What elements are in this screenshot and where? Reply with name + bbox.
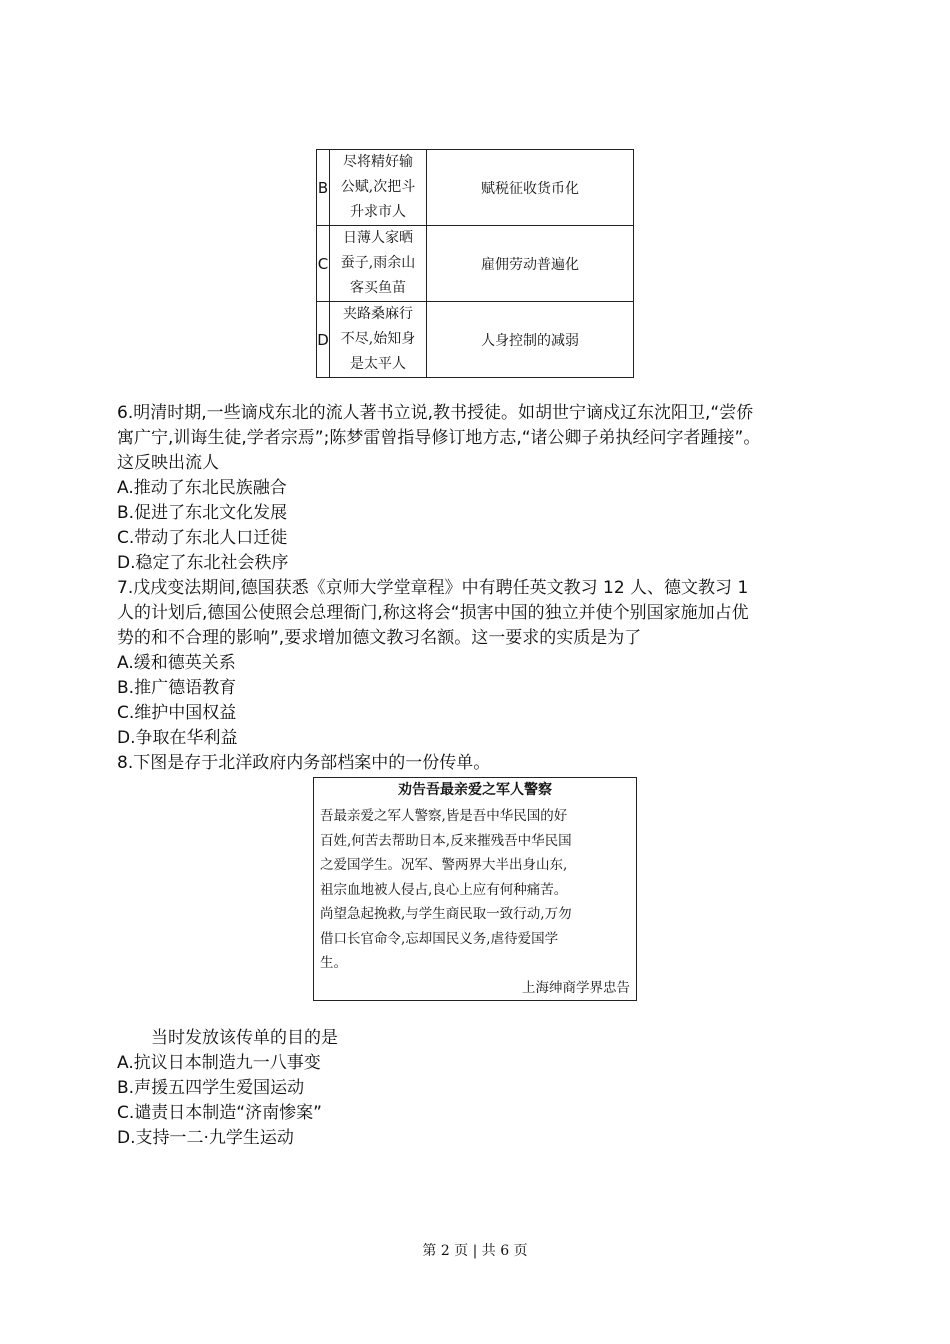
poem-line: 蚕子,雨余山 (340, 255, 416, 271)
poem-cell (330, 150, 427, 226)
poem-cell (330, 226, 427, 302)
question-stem-line: 8.下图是存于北洋政府内务部档案中的一份传单。 (117, 753, 491, 773)
poem-line: 客买鱼苗 (350, 280, 406, 296)
option-b[interactable]: B.促进了东北文化发展 (117, 503, 288, 523)
leaflet-line: 祖宗血地被人侵占,良心上应有何种痛苦。 (320, 881, 568, 898)
option-b[interactable]: B.声援五四学生爱国运动 (117, 1078, 305, 1098)
leaflet-figure (313, 777, 637, 1001)
leaflet-line: 尚望急起挽救,与学生商民取一致行动,万勿 (320, 906, 572, 922)
table-row (317, 226, 634, 302)
option-d[interactable]: D.稳定了东北社会秩序 (117, 553, 289, 573)
option-d[interactable]: D.争取在华利益 (117, 728, 238, 748)
question-8 (117, 1026, 847, 1151)
question-stem-line: 7.戊戌变法期间,德国获悉《京师大学堂章程》中有聘任英文教习 12 人、德文教习 1 (117, 578, 749, 598)
question-stem-line: 当时发放该传单的目的是 (151, 1028, 338, 1048)
question-stem-line: 人的计划后,德国公使照会总理衙门,称这将会“损害中国的独立并使个别国家施加占优 (117, 603, 749, 623)
table-row (317, 302, 634, 378)
question-stem-line: 寓广宁,训诲生徒,学者宗焉”;陈梦雷曾指导修订地方志,“诸公卿子弟执经问字者踵接”。 (117, 428, 761, 448)
poem-line: 是太平人 (350, 356, 406, 372)
poem-line: 日薄人家晒 (343, 230, 413, 246)
option-c[interactable]: C.带动了东北人口迁徙 (117, 528, 288, 548)
description-cell: 雇佣劳动普遍化 (427, 226, 634, 302)
description-cell: 赋税征收货币化 (427, 150, 634, 226)
question-stem-line: 势的和不合理的影响”,要求增加德文教习名额。这一要求的实质是为了 (117, 628, 642, 648)
leaflet-body (320, 804, 630, 976)
question-stem-line: 6.明清时期,一些谪戍东北的流人著书立说,教书授徒。如胡世宁谪戍辽东沈阳卫,“尝侨 (117, 403, 754, 423)
option-d[interactable]: D.支持一二·九学生运动 (117, 1128, 294, 1148)
option-a[interactable]: A.抗议日本制造九一八事变 (117, 1053, 321, 1073)
option-letter: D (317, 302, 330, 378)
option-letter: C (317, 226, 330, 302)
leaflet-title: 劝告吾最亲爱之军人警察 (398, 782, 552, 798)
question-stem-line: 这反映出流人 (117, 453, 219, 473)
leaflet-line: 借口长官命令,忘却国民义务,虐待爱国学 (320, 930, 559, 947)
poem-line: 公赋,次把斗 (340, 179, 416, 195)
option-a[interactable]: A.缓和德英关系 (117, 653, 236, 673)
option-c[interactable]: C.维护中国权益 (117, 703, 237, 723)
option-c[interactable]: C.谴责日本制造“济南惨案” (117, 1103, 322, 1123)
poem-line: 升求市人 (350, 204, 406, 220)
question-8-intro (117, 751, 847, 776)
question-6 (117, 401, 847, 576)
poem-cell (330, 302, 427, 378)
option-b[interactable]: B.推广德语教育 (117, 678, 237, 698)
poem-line: 不尽,始知身 (340, 331, 416, 347)
page-footer: 第 2 页 | 共 6 页 (422, 1243, 528, 1259)
options-table (316, 149, 634, 378)
poem-line: 尽将精好输 (343, 154, 413, 170)
leaflet-line: 生。 (320, 955, 347, 971)
description-cell: 人身控制的减弱 (427, 302, 634, 378)
leaflet-signature: 上海绅商学界忠告 (522, 980, 630, 996)
table-row (317, 150, 634, 226)
leaflet-line: 吾最亲爱之军人警察,皆是吾中华民国的好 (320, 808, 568, 824)
question-7 (117, 576, 847, 751)
option-a[interactable]: A.推动了东北民族融合 (117, 478, 287, 498)
leaflet-line: 之爱国学生。况军、警两界大半出身山东, (320, 857, 568, 873)
poem-line: 夹路桑麻行 (343, 306, 413, 322)
option-letter: B (317, 150, 330, 226)
leaflet-line: 百姓,何苦去帮助日本,反来摧残吾中华民国 (320, 832, 572, 849)
